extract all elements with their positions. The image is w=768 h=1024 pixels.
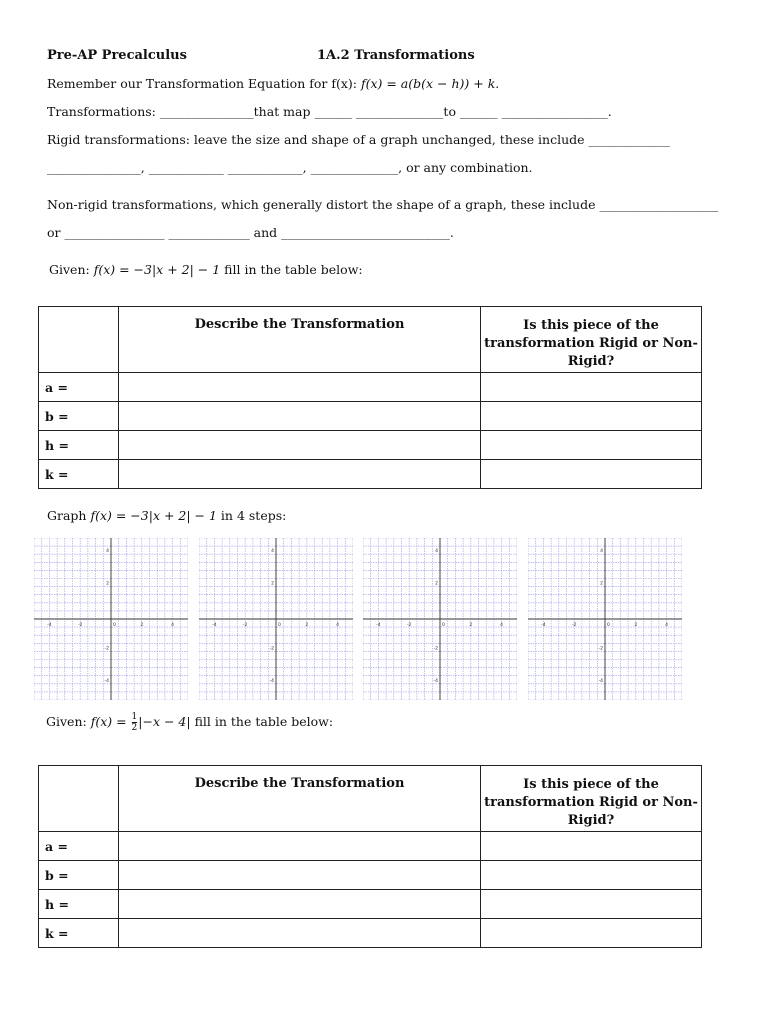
row-label-k: k = (39, 460, 119, 489)
function-expression-start: f(x) = (90, 714, 131, 729)
table-corner-cell (39, 766, 119, 832)
rigid-line-2: _______________, ____________ ____________, ______________, or any combination. (47, 160, 533, 175)
y-tick-label: -2 (598, 646, 603, 652)
fraction-one-half (132, 712, 138, 733)
describe-cell[interactable] (119, 861, 481, 890)
blank[interactable]: ______ (459, 104, 498, 119)
rigid-cell[interactable] (481, 832, 702, 861)
row-label-b: b = (39, 861, 119, 890)
fraction-numerator: 1 (131, 712, 138, 722)
blank[interactable]: _______________ (159, 104, 254, 119)
given-suffix: fill in the table below: (190, 714, 334, 729)
x-tick-label: 2 (140, 623, 144, 628)
graph-instruction (47, 508, 286, 523)
to-text: to (443, 104, 460, 119)
equation-prefix: Remember our Transformation Equation for f(x): (47, 76, 361, 91)
rigid-cell[interactable] (481, 890, 702, 919)
describe-header: Describe the Transformation (119, 307, 481, 373)
rigid-cell[interactable] (481, 431, 702, 460)
describe-cell[interactable] (119, 832, 481, 861)
x-tick-label: 0 (607, 623, 610, 628)
function-expression: f(x) = −3|x + 2| − 1 (93, 262, 221, 277)
blank[interactable]: _________________ (501, 104, 608, 119)
given-suffix: fill in the table below: (220, 262, 363, 277)
given-function-2 (46, 712, 333, 744)
y-tick-label: 4 (106, 549, 109, 555)
y-tick-label: 2 (106, 581, 109, 587)
transformation-table-1 (38, 306, 702, 489)
transformations-label: Transformations: (47, 104, 160, 119)
x-tick-label: 2 (305, 623, 309, 628)
x-tick-label: 2 (634, 623, 638, 628)
rigid-line-1: Rigid transformations: leave the size and shape of a graph unchanged, these include _____________ (47, 132, 670, 147)
rigid-header: Is this piece of the transformation Rigid or Non-Rigid? (481, 307, 702, 373)
y-tick-label: -2 (433, 646, 438, 652)
blank[interactable]: ______________ (355, 104, 444, 119)
rigid-cell[interactable] (481, 919, 702, 948)
course-title: Pre-AP Precalculus (47, 48, 187, 63)
x-tick-label: -2 (406, 623, 412, 628)
y-tick-label: 2 (600, 581, 603, 587)
y-tick-label: -2 (104, 646, 109, 652)
coordinate-grid-4[interactable] (528, 538, 682, 700)
x-tick-label: -2 (77, 623, 83, 628)
graph-suffix: in 4 steps: (216, 508, 287, 523)
worksheet-title: 1A.2 Transformations (317, 48, 475, 63)
x-tick-label: -2 (571, 623, 577, 628)
table-corner-cell (39, 307, 119, 373)
given-prefix: Given: (46, 714, 91, 729)
y-tick-label: -4 (104, 678, 109, 684)
y-tick-label: -4 (433, 678, 438, 684)
row-label-h: h = (39, 431, 119, 460)
y-tick-label: -2 (269, 646, 274, 652)
given-prefix: Given: (49, 262, 94, 277)
describe-header: Describe the Transformation (119, 766, 481, 832)
coordinate-grid-2[interactable] (199, 538, 353, 700)
transformation-table-2 (38, 765, 702, 948)
x-tick-label: 4 (500, 623, 504, 628)
row-label-a: a = (39, 373, 119, 402)
rigid-cell[interactable] (481, 373, 702, 402)
x-tick-label: -2 (242, 623, 248, 628)
describe-cell[interactable] (119, 890, 481, 919)
describe-cell[interactable] (119, 919, 481, 948)
y-tick-label: 4 (435, 549, 438, 555)
x-tick-label: 2 (469, 623, 473, 628)
x-tick-label: -4 (47, 623, 52, 628)
rigid-cell[interactable] (481, 460, 702, 489)
y-tick-label: 2 (271, 581, 274, 587)
y-tick-label: -4 (269, 678, 274, 684)
period: . (607, 104, 612, 119)
y-tick-label: 4 (600, 549, 603, 555)
blank[interactable]: ______ (314, 104, 352, 119)
rigid-cell[interactable] (481, 402, 702, 431)
x-tick-label: -4 (541, 623, 546, 628)
x-tick-label: 4 (336, 623, 340, 628)
describe-cell[interactable] (119, 373, 481, 402)
x-tick-label: 0 (442, 623, 445, 628)
transformations-line (47, 104, 612, 119)
x-tick-label: -4 (212, 623, 217, 628)
describe-cell[interactable] (119, 402, 481, 431)
describe-cell[interactable] (119, 431, 481, 460)
given-function-1 (49, 262, 363, 277)
equation-line (47, 76, 499, 91)
transformation-equation: f(x) = a(b(x − h)) + k. (360, 76, 500, 91)
row-label-b: b = (39, 402, 119, 431)
y-tick-label: 2 (435, 581, 438, 587)
x-tick-label: 0 (278, 623, 281, 628)
row-label-k: k = (39, 919, 119, 948)
x-tick-label: 0 (113, 623, 116, 628)
row-label-a: a = (39, 832, 119, 861)
row-label-h: h = (39, 890, 119, 919)
rigid-header: Is this piece of the transformation Rigid or Non-Rigid? (481, 766, 702, 832)
describe-cell[interactable] (119, 460, 481, 489)
y-tick-label: -4 (598, 678, 603, 684)
x-tick-label: 4 (171, 623, 175, 628)
coordinate-grid-3[interactable] (363, 538, 517, 700)
rigid-cell[interactable] (481, 861, 702, 890)
nonrigid-line-1: Non-rigid transformations, which generally distort the shape of a graph, these include ___________________ (47, 197, 719, 212)
graph-function: f(x) = −3|x + 2| − 1 (90, 508, 217, 523)
nonrigid-line-2: or ________________ _____________ and ___________________________. (47, 225, 454, 240)
x-tick-label: -4 (376, 623, 381, 628)
fraction-denominator: 2 (131, 723, 138, 733)
graph-prefix: Graph (47, 508, 91, 523)
x-tick-label: 4 (665, 623, 669, 628)
that-map-text: that map (253, 104, 315, 119)
coordinate-grid-1[interactable] (34, 538, 188, 700)
function-expression-end: |−x − 4| (138, 714, 191, 729)
y-tick-label: 4 (271, 549, 274, 555)
